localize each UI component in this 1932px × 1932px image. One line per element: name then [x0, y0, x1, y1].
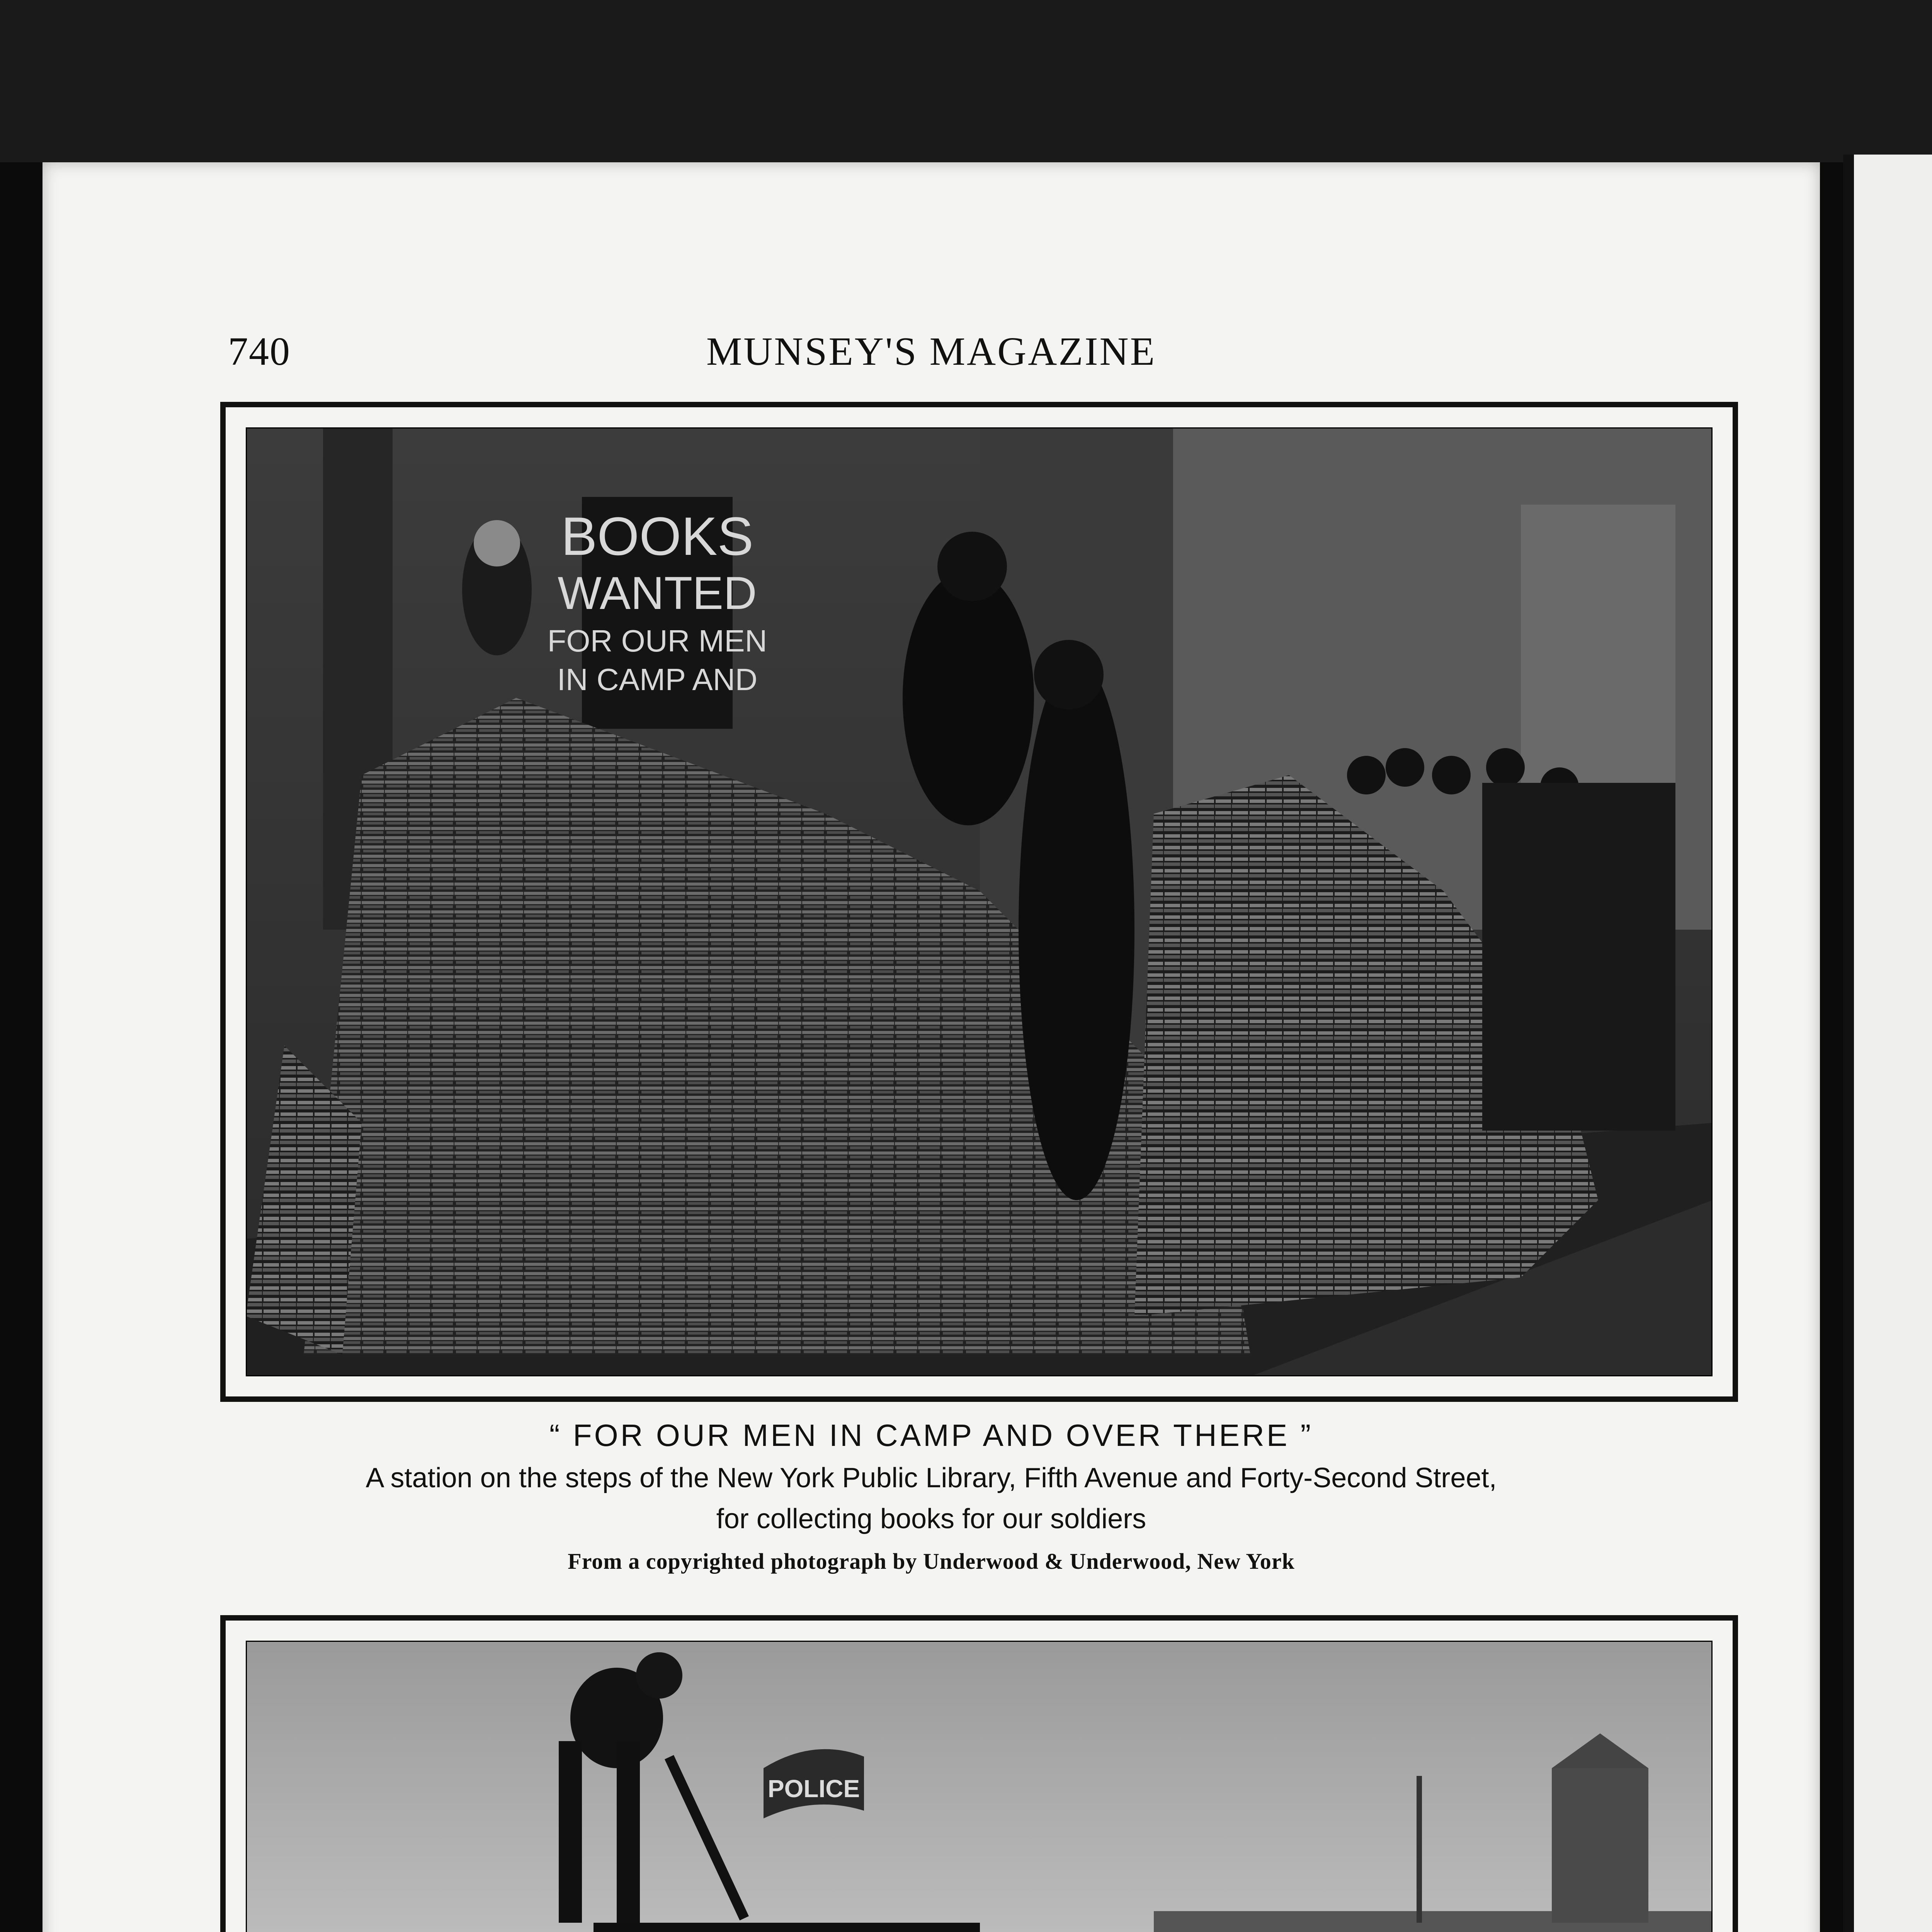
svg-text:BOOKS: BOOKS — [561, 506, 753, 566]
svg-text:IN CAMP AND: IN CAMP AND — [557, 662, 758, 697]
police-boat-harbor-photo — [246, 1641, 1713, 1932]
caption-line: for collecting books for our soldiers — [716, 1503, 1146, 1534]
adjacent-page-edge — [1843, 155, 1932, 1932]
magazine-page — [43, 162, 1820, 1932]
caption-line: A station on the steps of the New York Public Library, Fifth Avenue and Forty-Second Street, — [366, 1463, 1497, 1493]
page-number: 740 — [228, 329, 291, 374]
photo-plate-police-boat — [220, 1615, 1738, 1932]
library-steps-book-pile-photo — [246, 427, 1713, 1376]
police-flag-text: POLICE — [767, 1775, 860, 1803]
svg-text:WANTED: WANTED — [558, 567, 757, 619]
photo-credit: From a copyrighted photograph by Underwood & Underwood, New York — [568, 1549, 1295, 1574]
caption-title: “ FOR OUR MEN IN CAMP AND OVER THERE ” — [549, 1418, 1313, 1452]
svg-text:FOR OUR MEN: FOR OUR MEN — [547, 624, 767, 658]
magazine-title: MUNSEY'S MAGAZINE — [706, 329, 1156, 374]
caption-library — [43, 1414, 1820, 1579]
books-wanted-sign — [548, 506, 767, 697]
photo-plate-library — [220, 402, 1738, 1402]
